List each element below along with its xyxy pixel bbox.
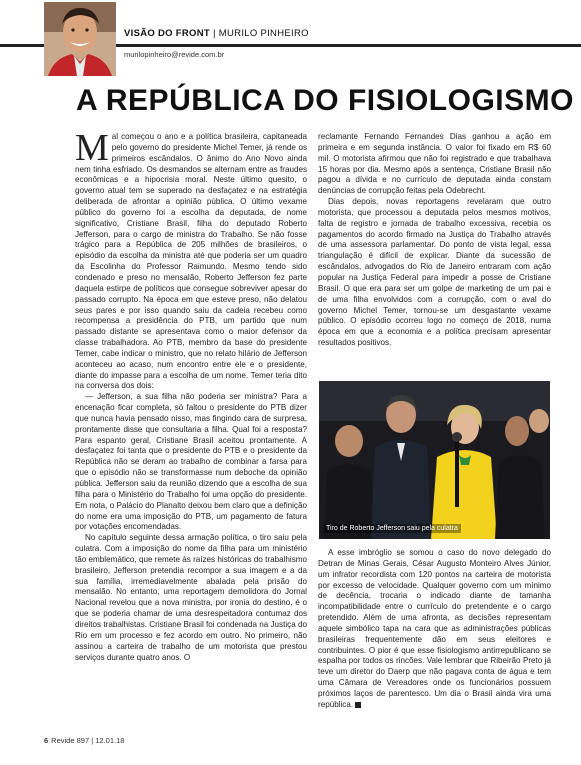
photo-caption: Tiro de Roberto Jefferson saiu pela culatra xyxy=(323,524,461,533)
paragraph-text: al começou o ano e a política brasileira, capitaneada pelo governo do presidente Michel Temer, já rende os primeiros escândalos. O ânimo do Ano Novo ainda nem tinha esfriado. Os desmandos se alternam entre as fraudes econômicas e a hipocrisia moral. Neste último quesito, o governo atual tem se superado na desfaçatez e na estratégia deliberada de afrontar a opinião pública. O último vexame público do governo foi a escolha da deputada, de nome significativo, Cristiane Brasil, filha do deputado Roberto Jefferson, para o cargo de ministra do Trabalho. Se não fosse trágico para a República de 205 milhões de brasileiros, o episódio da escolha da ministra até que poderia ser um quadro da Escolinha do Professor Raimundo. Mesmo tendo sido condenado e preso no mensalão, Roberto Jefferson fez parte daquela estirpe de políticos que consegue sobreviver apesar do passado corrupto. Na época em que esteve preso, não delatou seus pares e por isso quando saiu da cadeia recebeu como recompensa a presidência do PTB, um partido que num passado distante se apresentava como o maior defensor da classe trabalhadora. Ao PTB, membro da base do presidente Temer, cabe indicar o ministro, que no relato hilário de Jefferson aconteceu ao acaso, num encontro entre ele e o presidente, diante do impasse para a escolha de um nome. Temer teria dito na conversa dos dois: xyxy=(75,132,307,391)
author-name: MURILO PINHEIRO xyxy=(218,28,309,39)
drop-cap: M xyxy=(75,127,109,169)
article-column-left xyxy=(75,127,307,663)
article-paragraph xyxy=(75,127,307,392)
article-column-right-bottom xyxy=(318,548,551,711)
article-paragraph xyxy=(318,548,551,711)
column-name: VISÃO DO FRONT xyxy=(124,28,211,39)
column-header xyxy=(124,28,309,39)
article-title: A REPÚBLICA DO FISIOLOGISMO xyxy=(76,84,574,117)
article-paragraph: Dias depois, novas reportagens revelaram que outro motorista, que processou a deputada pelos mesmos motivos, falta de registro e jornada de trabalho excessiva, recebia os pagamentos do acordo firmado na Justiça do Trabalho através de uma assessora parlamentar. Do ponto de vista legal, essa triangulação é difícil de explicar. Diante da sucessão de escândalos, advogados do Rio de Janeiro entraram com ação popular na Justiça Federal para impedir a posse de Cristiane Brasil. O que era para ser um golpe de marketing de um pai e de uma filha envolvidos com a corrupção, com o aval do governo Michel Temer, tornou-se um desgastante vexame público. O episódio ocorreu logo no começo de 2018, numa época em que a economia e a política precisam apresentar resultados positivos. xyxy=(318,197,551,348)
article-photo xyxy=(319,381,550,539)
issue-info: Revide 897 | 12.01.18 xyxy=(51,736,125,745)
article-paragraph: No capítulo seguinte dessa armação política, o tiro saiu pela culatra. Com a imposição do nome da filha para um ministério tão emblemático, que remete às raízes históricas do trabalhismo brasileiro, Jefferson pretendia recompor a sua imagem e a da sua família, irremediavelmente abalada pela prisão do mensalão. No entanto, uma reportagem demolidora do Jornal Nacional revelou que a nova ministra, por ironia do destino, é o que se poderia chamar de uma desrespeitadora contumaz dos direitos trabalhistas. Cristiane Brasil foi condenada na Justiça do Rio em um processo e fez acordo em outro. No primeiro, não assinou a carteira de trabalho de um motorista que prestou serviços durante quatro anos. O xyxy=(75,533,307,662)
author-email[interactable]: murilopinheiro@revide.com.br xyxy=(124,50,225,59)
end-mark-icon xyxy=(355,702,361,708)
paragraph-text: A esse imbróglio se somou o caso do novo delegado do Detran de Minas Gerais, César Augusto Monteiro Alves Júnior, um infrator recordista com 120 pontos na carteira de motorista por excesso de velocidade. Qualquer governo com um mínimo de decência, trocaria o indicado diante de tamanha incompatibilidade entre o currículo do pretendente e o cargo pretendido. Além de uma afronta, as decisões representam aquele simbólico tapa na cara que as administrações públicas brasileiras frequentemente dão em seus eleitores e contribuintes. O pior é que esse fisiologismo antirrepublicano se espalha por todos os rincões. Vale lembrar que Ribeirão Preto já teve um diretor do Daerp que não pagava conta de água e tem uma Câmara de Vereadores onde os funcionários possuem próximos laços de parentesco. Um dia o Brasil ainda vira uma república. xyxy=(318,548,551,709)
article-paragraph: reclamante Fernando Fernandes Dias ganhou a ação em primeira e em segunda instância. O valor foi fixado em R$ 60 mil. O motorista afirmou que não foi registrado e que trabalhava 15 horas por dia. Mesmo após a sentença, Cristiane Brasil não pagou a dívida e no currículo de deputada ainda constam denúncias de corrupção feitas pela Odebrecht. xyxy=(318,132,551,196)
author-photo xyxy=(44,2,116,76)
page-number: 6 xyxy=(44,736,49,745)
article-column-right-top xyxy=(318,132,551,349)
page-footer xyxy=(44,736,124,745)
article-paragraph: — Jefferson, a sua filha não poderia ser ministra? Para a encenação ficar completa, só faltou o presidente do PTB dizer que nunca havia pensado nisso, mas fingindo cara de surpresa, prontamente disse que consultaria a filha. Qual foi a resposta? Para espanto geral, Cristiane Brasil aceitou prontamente. A desfaçatez foi tanta que o presidente do PTB e o presidente da República não se deram ao trabalho de combinar a farsa para que o episódio não se transformasse num deboche da opinião pública. Jefferson saiu da reunião dizendo que a escolha de sua filha para o Ministério do Trabalho foi uma opção do presidente. Em nota, o Palácio do Planalto deixou bem claro que a definição do nome era uma imposição do PTB, um pagamento de fatura por votações encomendadas. xyxy=(75,392,307,532)
header-separator: | xyxy=(213,28,216,39)
